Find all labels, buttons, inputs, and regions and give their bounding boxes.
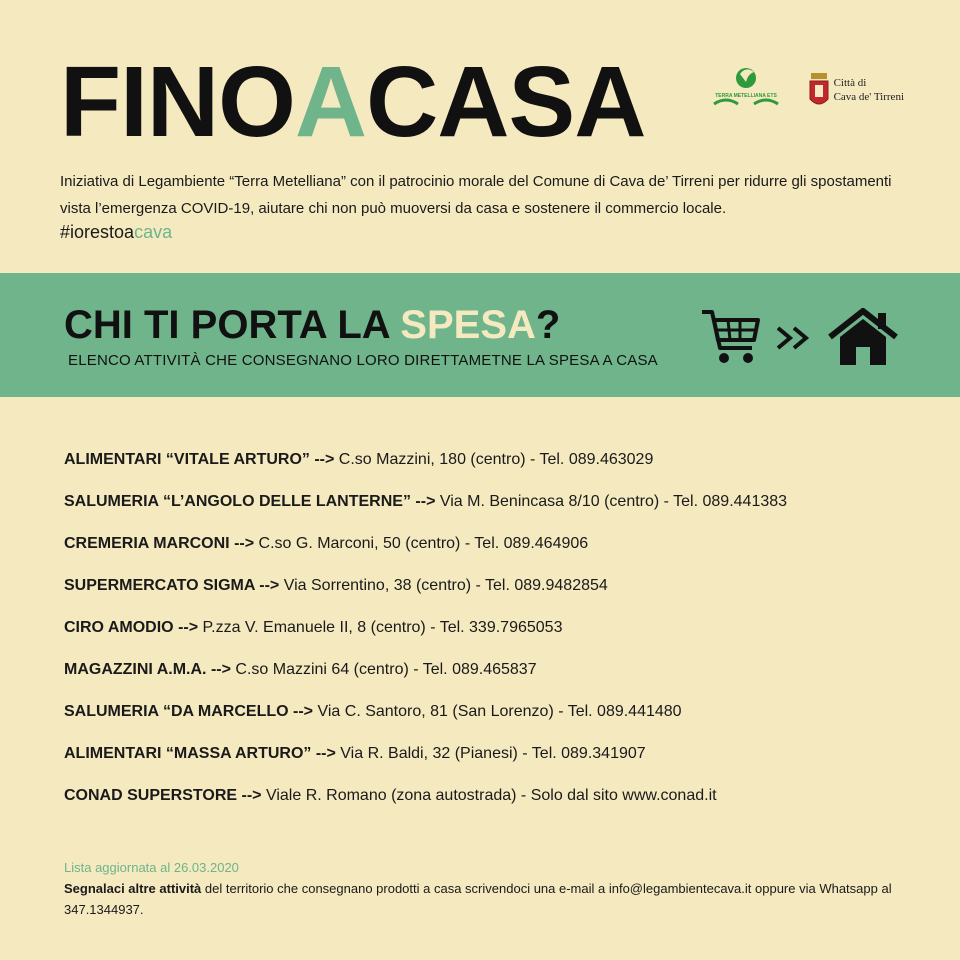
footer xyxy=(64,858,924,920)
shop-name: CONAD SUPERSTORE --> xyxy=(64,787,262,804)
legambiente-logo-icon xyxy=(710,64,782,112)
contact-body: del territorio che consegnano prodotti a casa scrivendoci una e-mail a info@legambientecava.it oppure via Whatsapp al 347.1344937. xyxy=(64,881,892,917)
page-title xyxy=(60,46,646,158)
shop-details: Via R. Baldi, 32 (Pianesi) - Tel. 089.341907 xyxy=(335,745,646,762)
hashtag-accent: cava xyxy=(134,222,173,242)
shop-list xyxy=(64,448,944,826)
band-title-suffix: ? xyxy=(535,303,561,347)
list-item xyxy=(64,742,944,784)
shop-name: SALUMERIA “DA MARCELLO --> xyxy=(64,703,314,720)
list-item xyxy=(64,616,944,658)
band-title xyxy=(64,303,560,348)
svg-text:TERRA METELLIANA ETS: TERRA METELLIANA ETS xyxy=(714,93,777,99)
shop-details: P.zza V. Emanuele II, 8 (centro) - Tel. 339.7965053 xyxy=(198,619,563,636)
list-item xyxy=(64,532,944,574)
title-part1: FINO xyxy=(60,46,295,158)
comune-crest-icon xyxy=(808,73,830,109)
shop-details: C.so G. Marconi, 50 (centro) - Tel. 089.464906 xyxy=(254,535,589,552)
comune-line2: Cava de' Tirreni xyxy=(833,90,904,103)
list-item xyxy=(64,490,944,532)
shop-name: CREMERIA MARCONI --> xyxy=(64,535,255,552)
hashtag xyxy=(60,222,172,243)
shop-details: Via Sorrentino, 38 (centro) - Tel. 089.9482854 xyxy=(279,577,608,594)
logos xyxy=(710,64,904,117)
list-item xyxy=(64,784,944,826)
shop-name: CIRO AMODIO --> xyxy=(64,619,199,636)
shop-details: C.so Mazzini, 180 (centro) - Tel. 089.463029 xyxy=(334,451,654,468)
list-item xyxy=(64,658,944,700)
title-part2: CASA xyxy=(366,46,646,158)
shopping-cart-icon xyxy=(700,308,762,368)
shop-details: C.so Mazzini 64 (centro) - Tel. 089.465837 xyxy=(230,661,537,678)
comune-logo-text xyxy=(834,77,904,103)
double-chevron-icon xyxy=(774,318,814,358)
green-band xyxy=(0,273,960,397)
shop-name: ALIMENTARI “MASSA ARTURO” --> xyxy=(64,745,336,762)
comune-line1: Città di xyxy=(833,77,867,90)
updated-date: Lista aggiornata al 26.03.2020 xyxy=(64,860,239,875)
band-title-accent: SPESA xyxy=(400,303,536,347)
list-item xyxy=(64,574,944,616)
contact-bold: Segnalaci altre attività xyxy=(64,881,202,896)
band-icons xyxy=(700,307,900,369)
shop-name: SUPERMERCATO SIGMA --> xyxy=(64,577,280,594)
hashtag-prefix: #iorestoa xyxy=(60,222,135,242)
legambiente-logo xyxy=(710,64,782,117)
title-accent: A xyxy=(294,46,367,158)
shop-name: MAGAZZINI A.M.A. --> xyxy=(64,661,231,678)
band-subtitle: ELENCO ATTIVITÀ CHE CONSEGNANO LORO DIRETTAMETNE LA SPESA A CASA xyxy=(68,352,658,369)
list-item xyxy=(64,448,944,490)
shop-details: Via M. Benincasa 8/10 (centro) - Tel. 089.441383 xyxy=(435,493,788,510)
band-title-prefix: CHI TI PORTA LA xyxy=(64,303,401,347)
shop-name: ALIMENTARI “VITALE ARTURO” --> xyxy=(64,451,335,468)
shop-details: Via C. Santoro, 81 (San Lorenzo) - Tel. 089.441480 xyxy=(313,703,682,720)
comune-logo xyxy=(808,73,904,109)
house-icon xyxy=(826,307,900,369)
list-item xyxy=(64,700,944,742)
contact-text xyxy=(64,878,924,920)
intro-text: Iniziativa di Legambiente “Terra Metelliana” con il patrocinio morale del Comune di Cava de’ Tirreni per ridurre gli spostamenti vista l’emergenza COVID-19, aiutare chi non può muoversi da casa e sostenere il commercio locale. xyxy=(60,173,892,217)
shop-details: Viale R. Romano (zona autostrada) - Solo dal sito www.conad.it xyxy=(261,787,717,804)
shop-name: SALUMERIA “L’ANGOLO DELLE LANTERNE” --> xyxy=(64,493,436,510)
